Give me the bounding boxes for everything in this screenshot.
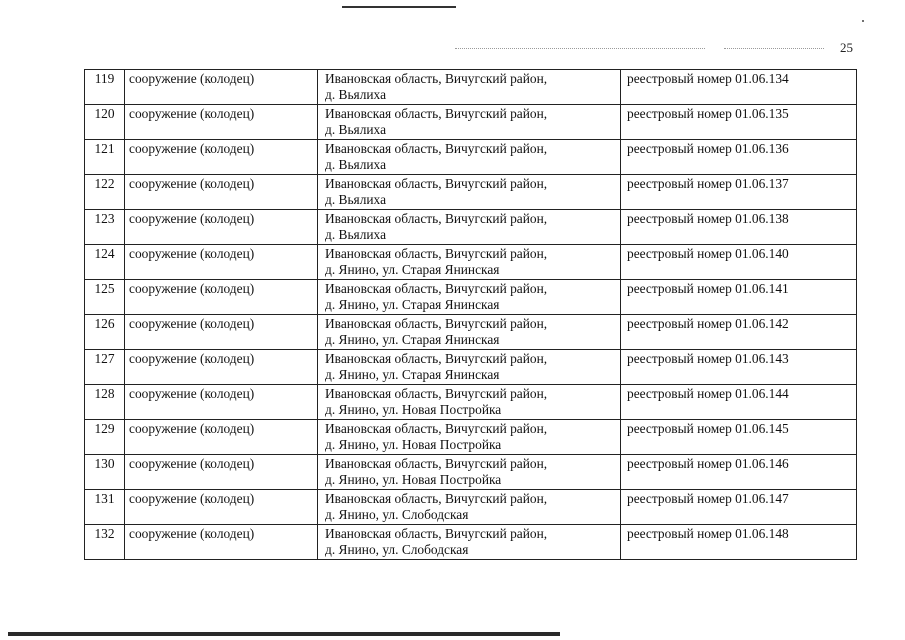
- table-row: [85, 455, 857, 490]
- table-row: [85, 525, 857, 560]
- address-line1: Ивановская область, Вичугский район,: [325, 246, 548, 261]
- address-line1: Ивановская область, Вичугский район,: [325, 456, 548, 471]
- address-cell: [318, 350, 621, 385]
- table-row: [85, 105, 857, 140]
- address-line2: д. Янино, ул. Старая Янинская: [325, 296, 500, 312]
- address-line1: Ивановская область, Вичугский район,: [325, 71, 548, 86]
- address-line1: Ивановская область, Вичугский район,: [325, 281, 548, 296]
- row-number: 119: [85, 70, 125, 105]
- registry-number: реестровый номер 01.06.136: [621, 140, 857, 175]
- table-row: [85, 420, 857, 455]
- address-line1: Ивановская область, Вичугский район,: [325, 351, 548, 366]
- registry-number: реестровый номер 01.06.145: [621, 420, 857, 455]
- object-name: сооружение (колодец): [125, 105, 318, 140]
- address-line2: д. Янино, ул. Новая Постройка: [325, 436, 502, 452]
- row-number: 120: [85, 105, 125, 140]
- address-cell: [318, 140, 621, 175]
- address-line1: Ивановская область, Вичугский район,: [325, 211, 548, 226]
- object-name: сооружение (колодец): [125, 245, 318, 280]
- registry-table-body: [85, 70, 857, 560]
- registry-number: реестровый номер 01.06.143: [621, 350, 857, 385]
- address-line2: д. Вьялиха: [325, 156, 387, 172]
- row-number: 126: [85, 315, 125, 350]
- registry-number: реестровый номер 01.06.144: [621, 385, 857, 420]
- object-name: сооружение (колодец): [125, 175, 318, 210]
- bottom-scan-edge: [8, 632, 560, 636]
- registry-number: реестровый номер 01.06.140: [621, 245, 857, 280]
- row-number: 132: [85, 525, 125, 560]
- row-number: 124: [85, 245, 125, 280]
- registry-number: реестровый номер 01.06.134: [621, 70, 857, 105]
- object-name: сооружение (колодец): [125, 490, 318, 525]
- registry-number: реестровый номер 01.06.135: [621, 105, 857, 140]
- table-row: [85, 140, 857, 175]
- address-line1: Ивановская область, Вичугский район,: [325, 386, 548, 401]
- top-rule: [342, 6, 456, 8]
- scan-speck: [862, 20, 864, 22]
- registry-table: [84, 69, 857, 560]
- address-cell: [318, 315, 621, 350]
- address-line2: д. Янино, ул. Новая Постройка: [325, 471, 502, 487]
- row-number: 130: [85, 455, 125, 490]
- address-line2: д. Вьялиха: [325, 191, 387, 207]
- address-line2: д. Янино, ул. Новая Постройка: [325, 401, 502, 417]
- object-name: сооружение (колодец): [125, 420, 318, 455]
- row-number: 127: [85, 350, 125, 385]
- address-cell: [318, 455, 621, 490]
- registry-number: реестровый номер 01.06.148: [621, 525, 857, 560]
- address-cell: [318, 420, 621, 455]
- table-row: [85, 280, 857, 315]
- address-line2: д. Вьялиха: [325, 121, 387, 137]
- table-row: [85, 385, 857, 420]
- object-name: сооружение (колодец): [125, 280, 318, 315]
- header-dotted-line-right: [724, 48, 824, 50]
- address-line2: д. Янино, ул. Слободская: [325, 506, 469, 522]
- row-number: 123: [85, 210, 125, 245]
- table-row: [85, 70, 857, 105]
- row-number: 125: [85, 280, 125, 315]
- header-dotted-line: [455, 48, 705, 50]
- object-name: сооружение (колодец): [125, 70, 318, 105]
- row-number: 131: [85, 490, 125, 525]
- address-line1: Ивановская область, Вичугский район,: [325, 106, 548, 121]
- address-line1: Ивановская область, Вичугский район,: [325, 491, 548, 506]
- table-row: [85, 350, 857, 385]
- table-row: [85, 245, 857, 280]
- address-cell: [318, 245, 621, 280]
- row-number: 122: [85, 175, 125, 210]
- object-name: сооружение (колодец): [125, 350, 318, 385]
- address-line2: д. Вьялиха: [325, 86, 387, 102]
- address-line2: д. Янино, ул. Старая Янинская: [325, 366, 500, 382]
- row-number: 128: [85, 385, 125, 420]
- page-number: 25: [840, 40, 853, 55]
- object-name: сооружение (колодец): [125, 210, 318, 245]
- table-row: [85, 490, 857, 525]
- address-line2: д. Вьялиха: [325, 226, 387, 242]
- registry-number: реестровый номер 01.06.138: [621, 210, 857, 245]
- address-cell: [318, 490, 621, 525]
- address-line1: Ивановская область, Вичугский район,: [325, 526, 548, 541]
- table-row: [85, 315, 857, 350]
- table-row: [85, 210, 857, 245]
- address-line1: Ивановская область, Вичугский район,: [325, 421, 548, 436]
- row-number: 121: [85, 140, 125, 175]
- address-line1: Ивановская область, Вичугский район,: [325, 176, 548, 191]
- object-name: сооружение (колодец): [125, 525, 318, 560]
- address-cell: [318, 70, 621, 105]
- address-line2: д. Янино, ул. Слободская: [325, 541, 469, 557]
- registry-number: реестровый номер 01.06.146: [621, 455, 857, 490]
- object-name: сооружение (колодец): [125, 315, 318, 350]
- address-cell: [318, 525, 621, 560]
- registry-number: реестровый номер 01.06.137: [621, 175, 857, 210]
- table-row: [85, 175, 857, 210]
- registry-number: реестровый номер 01.06.142: [621, 315, 857, 350]
- object-name: сооружение (колодец): [125, 455, 318, 490]
- address-cell: [318, 280, 621, 315]
- registry-number: реестровый номер 01.06.141: [621, 280, 857, 315]
- row-number: 129: [85, 420, 125, 455]
- object-name: сооружение (колодец): [125, 385, 318, 420]
- address-line1: Ивановская область, Вичугский район,: [325, 141, 548, 156]
- object-name: сооружение (колодец): [125, 140, 318, 175]
- registry-number: реестровый номер 01.06.147: [621, 490, 857, 525]
- address-cell: [318, 175, 621, 210]
- address-cell: [318, 210, 621, 245]
- address-cell: [318, 385, 621, 420]
- address-line1: Ивановская область, Вичугский район,: [325, 316, 548, 331]
- address-line2: д. Янино, ул. Старая Янинская: [325, 261, 500, 277]
- address-cell: [318, 105, 621, 140]
- address-line2: д. Янино, ул. Старая Янинская: [325, 331, 500, 347]
